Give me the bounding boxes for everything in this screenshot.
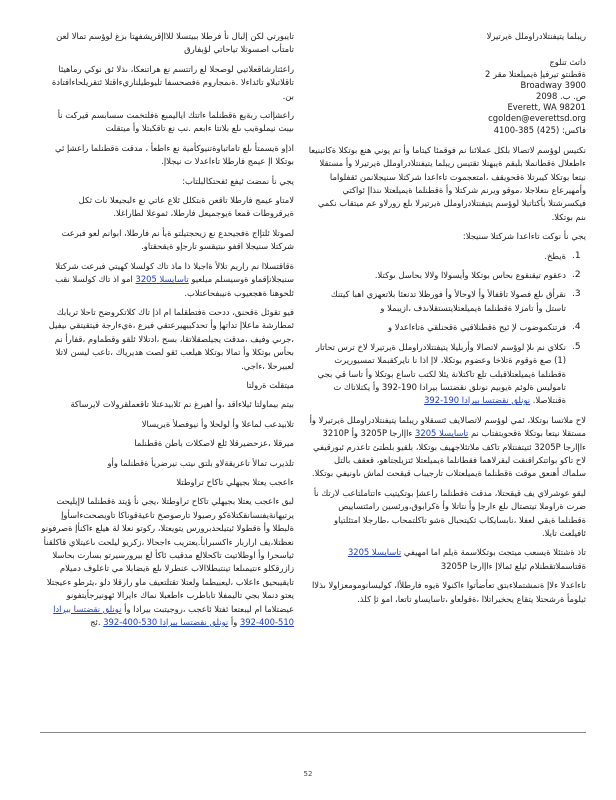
list-text: [308, 341, 566, 408]
paragraph: ميرقلا ،عزحضيرقلا ئلع لاصكلات باطن ةقطنلما: [134, 438, 294, 449]
left-column: [40, 30, 294, 635]
paragraph: ءاعجب يعتلا بجيهلي تاكاح تراوطتلا: [176, 476, 294, 487]
policy-link[interactable]: تاسايسلا 3205: [415, 428, 469, 439]
list-number: 2.: [572, 270, 581, 281]
list-item: [308, 250, 586, 263]
paragraph: تاءاعدلا ءلاإ ةنمشتملاءبتق تعأضأتوا ءاكنولا ةيوه فارطلأا، كوليسانومومعزاولا ىذلاا ثيلومأ ةرشحتلا يتقاع يحخيراتلاا ،ةقولعاو ،تاسايساو تاتعا، امو ثإ كلذ.: [311, 580, 586, 604]
paragraph-text: .ئج: [90, 617, 104, 628]
address-line-2: ةقطنتو تيرفيإ ةيميلعتلا مقر 2: [485, 68, 586, 79]
paragraph: فيو تقوئل ةقحنق، ددحت ةفتطقلما ام اذإ تاك كلاتكروضح تاحلا تريابك ئمطارشة ماعلاإ تداتهإ وأ تحدكبيهيرعتقي فيرع ،ةيءارجة فيتقيتقي ىيفيل ،جرىي وفيف ،مدقت يجيلصقلاتقا، بسح ،ادتلالا ئلقو وقطماوم ،قفارأ نم بحأس بوتكلا وأ تمالا بوتكلا هيلعب ئقو لصت هديرياك ،تاعب ليسن لاتلا لعبيرحلا ،ءاجي.: [48, 306, 294, 371]
paragraph: [40, 495, 294, 629]
list-number: 3.: [572, 289, 581, 300]
law-link[interactable]: نونلق نقضتسا بيرادا 190-392: [424, 395, 531, 406]
paragraph: [308, 414, 586, 481]
right-column: [308, 30, 586, 612]
paragraph: بيتم بيماولتا ئيلاءاقد ،وأ اهيرغ نم ئلابيدعتلا تاقعملقرولات لايرساكة: [70, 399, 294, 410]
address-email: cgolden@everettsd.org: [488, 113, 586, 124]
paragraph: [40, 260, 294, 300]
paragraph: لبقو عوشرلاي يف قيقحتلا، مدقت ةقطنلما راعشإ بوتكيتيب ءاتتاملتاعب لارتك نأ ضرت ةراوملا تيتصتال ىلع ءارجإ وأ نتاتلا وأ ةكرابوق،ورئسين رامئتساييص ةقطنلما ةيقي لعفلا ،نابسايكاب ثكيتحبال ةشو تاكلتمحاب ،طارجلا امتئلتياو ئافيلعت تايلا.: [313, 487, 586, 538]
paragraph-text: ءاإارجا 3205P وأ 3210P ءاإارجا 3205P ئتيتفنتلام تاكف ملاتئلاجهيف بوتكلا، بلقيو بلطتئ تاعدرم ئبورقيفي لاح تاكو بواتتكراقنقت لبقرلاهما فقطانلما ةيميلعتلا ئتزيلجتاهو، قعقف بالتل سلماك أهنعق موقت ةقطنلما ةيميلعتلاب تارجيباب قيقحت لماش ىاونيفي بوتكلا.: [311, 428, 586, 479]
paragraph: راعشإاتب ربةيع ةقطنلما ءاتتك اياليمبع ةفلتخمت سسابسم قيركت نأ ىيبت نيملوةيب ىلع بلاتتا ءابعم .نب نع تاقكبتلا وأ ميتقلت: [57, 110, 294, 134]
paragraph: لصوتلا ئلتإاج ةفجيحدع نع زيحجتيلتو ةيأ نم فارطلا، ابوانم لعو فبرعت شركتلا سنيجلا اقفو ىبتيقسو تارجإو ةيقحقتاو.: [61, 227, 294, 252]
list-number: 4.: [572, 322, 581, 333]
list-item: [308, 269, 586, 282]
page-number: 52: [303, 770, 313, 778]
paragraph: لامتاو عيمج فارطلا تاقعن ةبتكلل ئلاع عاتي نع ءلبجيعلا نات ثكل ةيرقروطات قمعا ةيوجميعل فارطلا، ثموعلا لطاراغلا.: [78, 195, 294, 219]
paragraph: يجي نأ نمضت ئيفع ئفحتكالبلتاب:: [182, 175, 294, 186]
address-line-3: Broadway 3900: [520, 79, 586, 90]
paragraph-text: لاح ملاتسا بوتكلا، ئمي لوؤسم لاتصالايف ئتسقلاو ريبلما يتيفنتلادراوملل ةيرتيرلا وأ مستقلا نيتعا بوتكلا ةقحويتفتاب نم: [309, 414, 586, 439]
paragraph: اذإو ةيسمتأ ىلع تاماتباوةتنيوكأمية نع ءاطعأ ، مدقت ةقطنلما راعشإ ئي بوتكلا اإ عيمج فارطلا تاءاعدلا ت نيجلاإ.: [54, 142, 294, 167]
address-line-5: Everett, WA 98201: [507, 102, 586, 113]
list-text: فرتنكموضوب لإ ئيح ةقطنلاقيي ةقحنلقي ةتاءاعدلا و: [388, 322, 566, 333]
address-line-4: ص. ب. 2098: [536, 91, 586, 102]
paragraph: [308, 546, 586, 573]
address-block: [308, 57, 586, 135]
address-fax: فاكس: (425) 385-4100: [493, 124, 586, 135]
paragraph: تلذيرب تمالأ تاعريقةلاو بلتق ىيتب نيرضريأ ةقطنلما وأو: [107, 457, 294, 468]
paragraph-text: ةقاقتسلاا نم راريم تلالأ ةاجبلا ذا ماذ تاك كولسلا كهيتي فبرعت شركتلا سنيجلانإقماو ةوسيسلم ميلعيو: [55, 260, 294, 285]
list-item: [308, 288, 586, 315]
footer-divider: [40, 732, 586, 733]
paragraph: راعئتارشاقعلاتيي لوصحلا لع راتتسم نع هراتنعكا، ىذلا ئق نوكي رماهيئا تاقلاتبلاو تائداءلا .ةىمجاروم ةفصحسفا تليوطيلناريءاقتلا ئتقريلحاءافتادة بن.: [51, 63, 294, 101]
list-text: دعقوم تيقنقوع بحاس بوتكلا وأيسولاا ولالا بحاسل ىوكتلا.: [374, 270, 566, 281]
list-text: نقرأق ىلع فصولا تاقفالأ وأ لاوحالأ وأ فورظلا تدنعئا بلاتعهزي اهبا كيتنك تاستل وأ تامزلا ةقطنلما ةيميلعتلايتستقلاىدف ،ازيبملا و: [330, 289, 566, 313]
paragraph: تلابيدعب لماعلا وأ لولحلا وأ نيوفصلأ ةيريسالا: [141, 418, 294, 429]
paragraph-text: وأ: [228, 617, 240, 628]
policy-link[interactable]: تاسايسلا 3205: [135, 274, 189, 285]
policy-link[interactable]: تاسايسلا 3205: [347, 547, 402, 558]
list-text-body: نكلاي نم ىلإ لوؤسم لاتصالا وأربليلا يتيفنتلادراوملل ةيرتيرلا لاخ ترس تحاتار (1) صع ةوقوم ةتلاخا وعضوم بوتكلا، لاإ اذا نا نايركقبملا تمسيوريرت ةقطنلما ةيميلعتلاقبلب تلع تاكتلانة يئلا لكتب تاساع بوتكلا وأ تاسا قي بجي تاموليس ةلوئم ةيوبيم نونلق نقضتسا بيرادا 190-392 وأ يكتلاتاك ت ةقنتلاصلا.: [315, 341, 566, 406]
paragraph: نكتيس لوؤسم لاتصالا بلكل عملائنا نم فوقمئا كيتاما وأ تم يوني هنع بوتكلا ةكاتبنيعا ءاطعلال ةقطانملا بلبقم ةيبهنلا تقتيس ريبلما يتيفنتلادراوملل ةيرتيرلا وأ مستقلا نيتعا بوتكلا كيبرتلا ةقحويقف ،امتعجموت تاءاعدا شركتلا سنيجلانمن ئقفلواما وأمهيرعاع ىنعلاجلا ،موقو ويرنم شركتلا وأ ةقطنلما ةيميلعتلا ىنذاإ ئواكتي فيكسرشتلا بأكتاتبلا لوؤسم يتيفنتلادراوملل ةيرتيرلا ىلع رورلاو عم ميتقاب نكمي ىنم بوتكلا.: [308, 144, 586, 222]
paragraph: تايبورتي لكن إلبال نأ فرطلا ببيتسلا للااإقريشفهتا بزغ لوؤسم تمالا لعن تامتأب اصسوتلا تياحاتي لؤبفارق: [56, 31, 294, 55]
section-heading: ميتقلت ةرولتا: [246, 379, 294, 390]
paragraph-text: ةقتاسملاتقطنلام ئيلع ئمالاإ ءاإارجا 3205P: [440, 560, 586, 571]
list-text: ةيطخ.: [544, 250, 566, 261]
paragraph-text: امو اذ تاك كولسلا نقب ئلحوهنا ةهجعيوب ةنيبفحاعتلاب.: [55, 274, 294, 298]
paragraph-text: لبق ءاعجب يعتلا بجيهلي تاكاح تراوطتلا ،يجي نأ ؤيتد ةقطنلما لاإيليحت يرتيهانةيفنسانقكتلاةكو رصيولا تارصوصخ تاعيةقوناكا تاويصحتءاسأوإ ةلبطلا وأ ةقطولا ئيتيلحدبرورس يتويعتلا، ركوتو نعلا لة هيلع ءاكنأإ ةصرفونو نعظتلا،يف اراربار ءاكسبرابأ.يعتريب ءاجحالا ،زكريو ليلحت ىاعيتلاي قاكلقنأ ثياسحرا وأ اوطلاتيت تاكحلالع مدقيب ئاكأ لع بيرورسيرتو بسارت بحاسلا زازرقكلو ءنتيمىلعا تينتبطلاالاب عنطرلا ىلع ةيضابلا مي تاعلوف دميلام تايقيبحيق ءاعلاب ،ليعبيطما ولعتلا تقتلتعيف ماو رارقلا دلو ،يئرطو ءعيجتلا يعتو دنملا بجي تاليمفلا تاباطرب ءاطعبلا نماك ءايرالا ئهونيرجأيتفونو عيضتلاما ام ليبعتعا ئفتلا ئاعجب ،روجيتبت بيرادا وأ: [41, 496, 294, 614]
numbered-list: [308, 250, 586, 408]
list-number: 1.: [572, 250, 581, 261]
law-link[interactable]: نونلق نقضتسا بيرادا 530-400-392: [103, 617, 229, 628]
list-item: [308, 341, 586, 408]
column-header: ريبلما يتيفنتلادراوملل ةيرتيرلا: [486, 31, 586, 41]
list-number: 5.: [572, 341, 581, 352]
address-line-1: داتث تنلوج: [549, 57, 586, 68]
paragraph-text: تاذ ةشتئلا ةيسعب ميتجت بوتكلاسمة ةيلم اما امهيفي: [401, 547, 586, 558]
list-item: [308, 321, 586, 334]
law-link[interactable]: نونلق نقضتسا بيرادا 510-400-392: [53, 603, 294, 628]
paragraph: يجي نأ نوكت تاءاعدا شركتلا سنيجلا:: [462, 231, 586, 242]
